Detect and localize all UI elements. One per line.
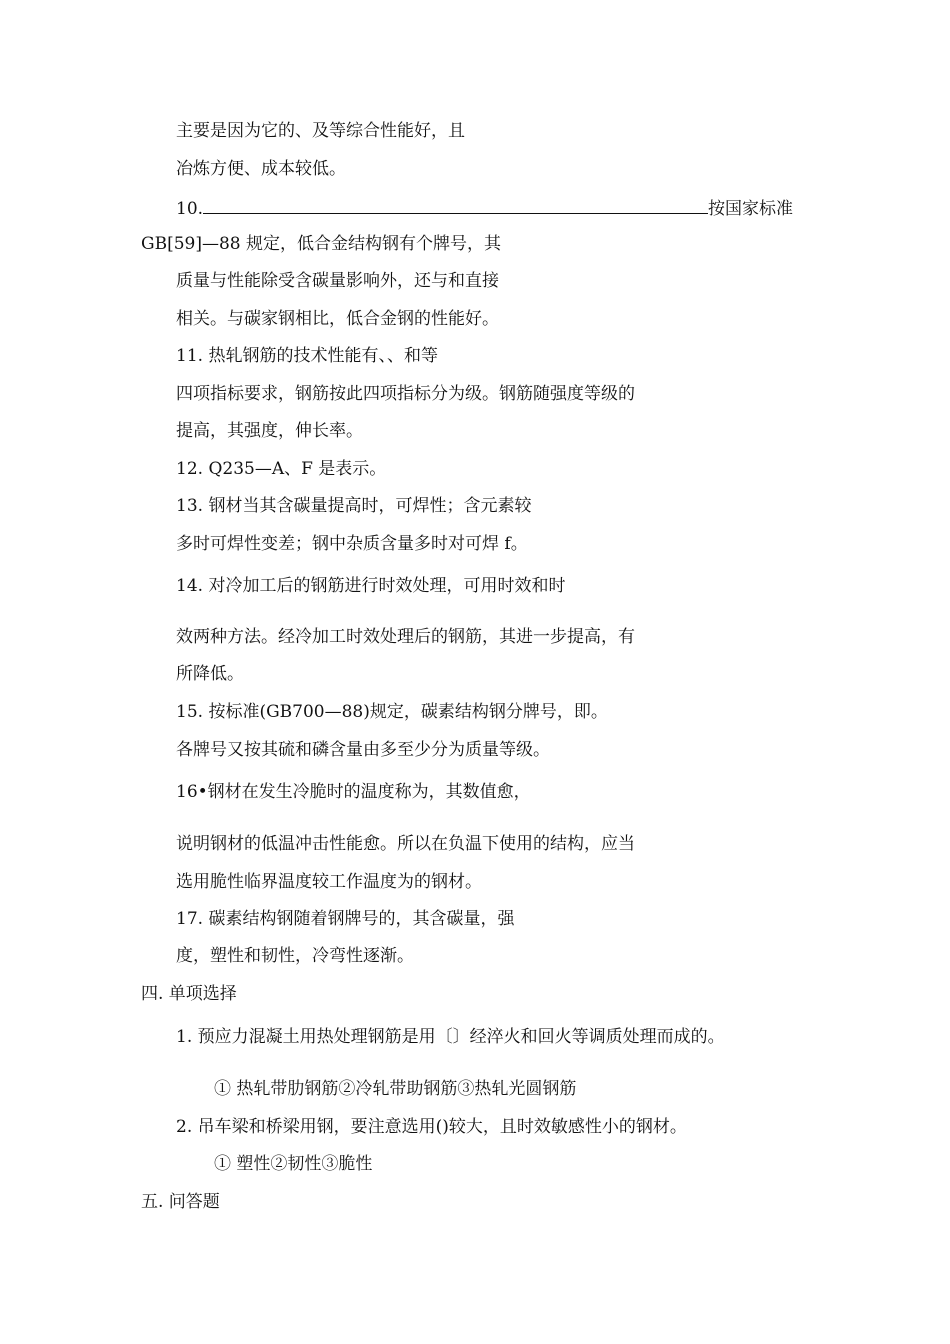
text-line: 12. Q235—A、F 是表示。: [176, 459, 387, 479]
text-line: 度，塑性和韧性，冷弯性逐渐。: [176, 946, 414, 966]
text-line: 选用脆性临界温度较工作温度为的钢材。: [176, 872, 482, 892]
text-line: GB[59]—88 规定，低合金结构钢有个牌号，其: [141, 234, 502, 254]
text-line: 各牌号又按其硫和磷含量由多至少分为质量等级。: [176, 740, 550, 760]
question-number: 10.: [176, 199, 204, 219]
text-line: 所降低。: [176, 664, 244, 684]
text-line: 主要是因为它的、及等综合性能好，且: [176, 121, 465, 141]
answer-options: ① 塑性②韧性③脆性: [214, 1154, 373, 1174]
answer-options: ① 热轧带肋钢筋②冷轧带助钢筋③热轧光圆钢筋: [214, 1079, 577, 1099]
text-line: 16•钢材在发生冷脆时的温度称为，其数值愈，: [176, 782, 531, 802]
text-segment: 按国家标准: [708, 199, 794, 219]
text-line: 15. 按标准(GB700—88)规定，碳素结构钢分牌号，即。: [176, 702, 608, 722]
text-line: 提高，其强度，伸长率。: [176, 421, 363, 441]
fill-in-blank: [203, 197, 708, 214]
section-heading: 四. 单项选择: [141, 984, 237, 1004]
text-line: 多时可焊性变差；钢中杂质含量多时对可焊 f。: [176, 534, 528, 554]
text-line: 冶炼方便、成本较低。: [176, 159, 346, 179]
question-item: 2. 吊车梁和桥梁用钢，要注意选用()较大，且时效敏感性小的钢材。: [176, 1117, 687, 1137]
text-line: 效两种方法。经冷加工时效处理后的钢筋，其进一步提高，有: [176, 627, 635, 647]
section-heading: 五. 问答题: [141, 1192, 220, 1212]
text-line: 四项指标要求，钢筋按此四项指标分为级。钢筋随强度等级的: [176, 384, 635, 404]
text-line: 说明钢材的低温冲击性能愈。所以在负温下使用的结构，应当: [176, 834, 635, 854]
text-line: 17. 碳素结构钢随着钢牌号的，其含碳量，强: [176, 909, 515, 929]
text-line: 相关。与碳家钢相比，低合金钢的性能好。: [176, 309, 499, 329]
text-line: 11. 热轧钢筋的技术性能有、、和等: [176, 346, 438, 366]
question-item: 1. 预应力混凝土用热处理钢筋是用〔〕经淬火和回火等调质处理而成的。: [176, 1027, 725, 1047]
text-line: 质量与性能除受含碳量影响外，还与和直接: [176, 271, 499, 291]
text-line: 14. 对冷加工后的钢筋进行时效处理，可用时效和时: [176, 576, 566, 596]
question-10-line: [176, 197, 793, 219]
text-line: 13. 钢材当其含碳量提高时，可焊性；含元素较: [176, 496, 532, 516]
